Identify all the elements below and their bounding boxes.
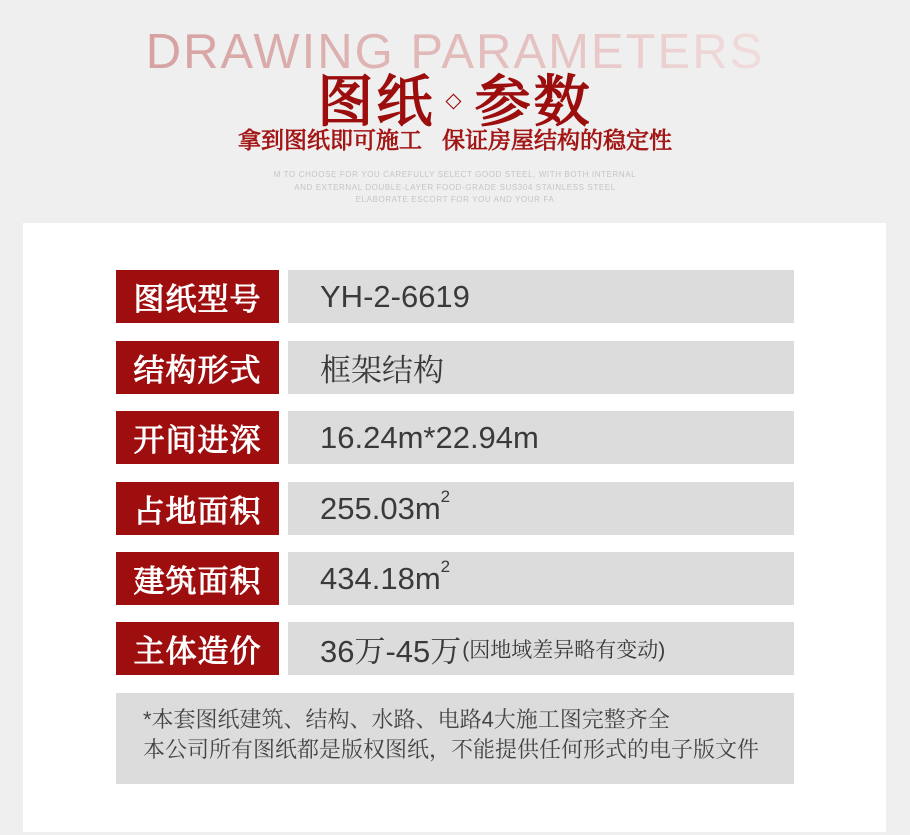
description-line-2: AND EXTERNAL DOUBLE-LAYER FOOD-GRADE SUS304 STAINLESS STEEL xyxy=(294,182,616,192)
parameter-value xyxy=(288,622,794,675)
parameter-label: 图纸型号 xyxy=(116,270,279,323)
parameter-value xyxy=(288,411,794,464)
value-text: YH-2-6619 xyxy=(320,278,470,314)
diamond-icon: ◇ xyxy=(445,89,465,112)
superscript: 2 xyxy=(440,487,451,506)
value-text: 框架结构 xyxy=(320,353,444,388)
value-text: 16.24m*22.94m xyxy=(320,419,539,455)
parameter-value xyxy=(288,270,794,323)
value-text: 36万-45万 xyxy=(320,634,462,669)
parameter-value xyxy=(288,341,794,394)
parameter-value xyxy=(288,552,794,605)
subtitle-right: 保证房屋结构的稳定性 xyxy=(442,127,672,153)
superscript: 2 xyxy=(440,557,451,576)
parameter-label: 占地面积 xyxy=(116,482,279,535)
parameter-row-model xyxy=(0,270,910,323)
description-line-3: ELABORATE ESCORT FOR YOU AND YOUR FA xyxy=(355,195,555,204)
footnote-line-2: 本公司所有图纸都是版权图纸，不能提供任何形式的电子版文件 xyxy=(143,737,760,762)
subtitle-left: 拿到图纸即可施工 xyxy=(238,127,422,153)
parameter-row-cost xyxy=(0,622,910,675)
parameter-label: 开间进深 xyxy=(116,411,279,464)
footnote-line-1: *本套图纸建筑、结构、水路、电路4大施工图完整齐全 xyxy=(143,707,670,732)
title-part-left: 图纸 xyxy=(317,70,436,133)
footnote-box xyxy=(116,693,794,784)
parameter-row-structure xyxy=(0,341,910,394)
parameter-label: 结构形式 xyxy=(116,341,279,394)
description-text xyxy=(0,169,910,207)
page-subtitle xyxy=(0,122,910,155)
parameter-value xyxy=(288,482,794,535)
title-part-right: 参数 xyxy=(474,70,593,133)
value-text: 255.03m xyxy=(320,490,441,526)
parameter-row-land-area xyxy=(0,482,910,535)
parameter-label: 建筑面积 xyxy=(116,552,279,605)
value-note: (因地域差异略有变动) xyxy=(462,638,666,662)
parameter-row-building-area xyxy=(0,552,910,605)
watermark-text: DRAWING PARAMETERS xyxy=(0,24,910,80)
description-line-1: M TO CHOOSE FOR YOU CAREFULLY SELECT GOOD STEEL, WITH BOTH INTERNAL xyxy=(273,170,637,179)
parameter-row-dimensions xyxy=(0,411,910,464)
parameter-label: 主体造价 xyxy=(116,622,279,675)
value-text: 434.18m xyxy=(320,560,441,596)
